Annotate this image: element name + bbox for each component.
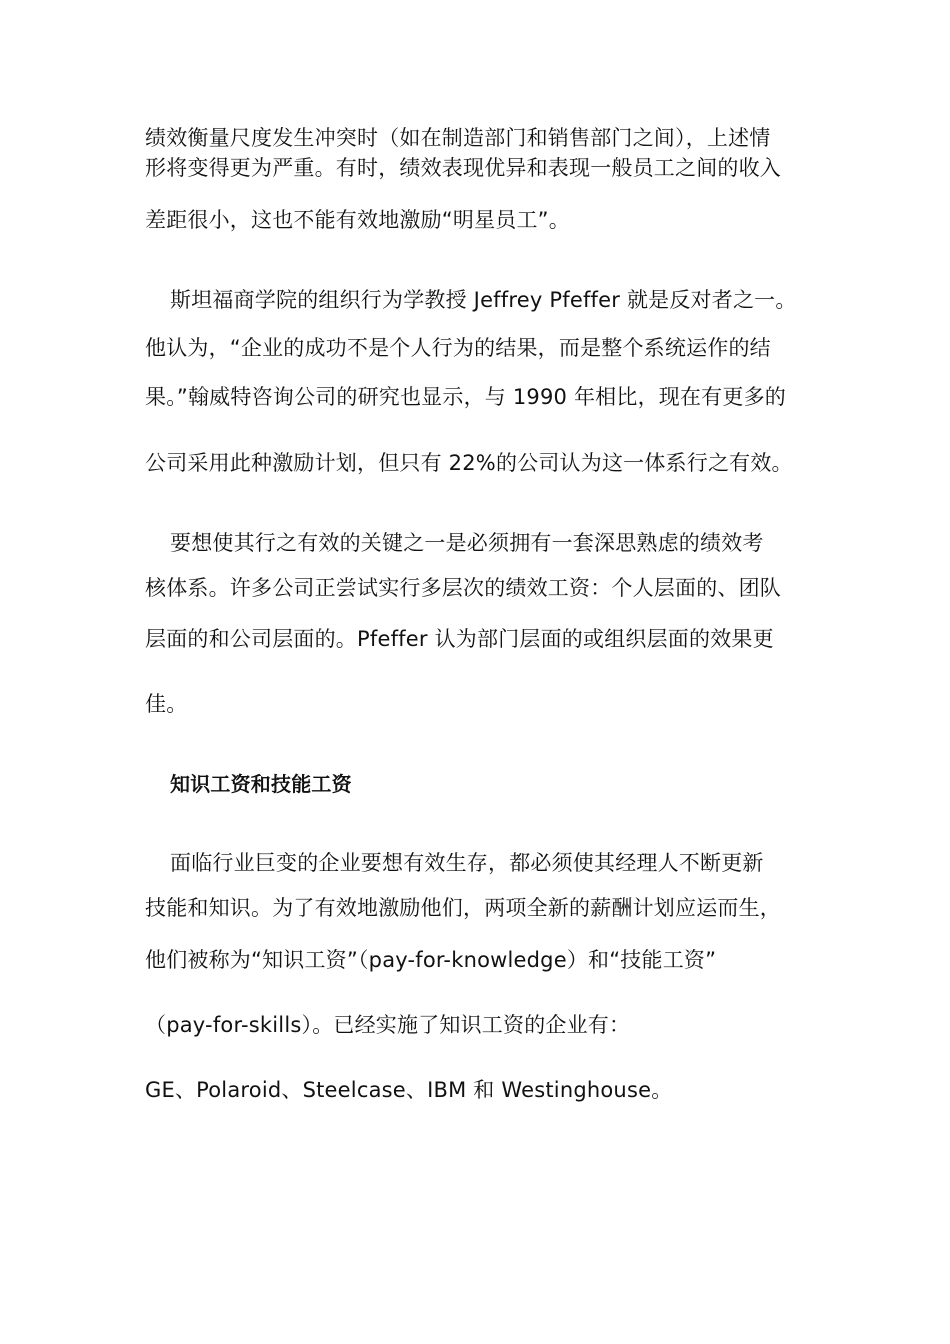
section-heading: 知识工资和技能工资 [170, 772, 352, 796]
paragraph-3-line-2: 核体系。许多公司正尝试实行多层次的绩效工资：个人层面的、团队 [145, 576, 781, 600]
paragraph-3-line-3: 层面的和公司层面的。Pfeffer 认为部门层面的或组织层面的效果更 [145, 627, 774, 651]
paragraph-4-line-2: 技能和知识。为了有效地激励他们，两项全新的薪酬计划应运而生， [145, 896, 781, 920]
paragraph-3-line-1: 要想使其行之有效的关键之一是必须拥有一套深思熟虑的绩效考 [170, 531, 764, 555]
paragraph-2-line-1: 斯坦福商学院的组织行为学教授 Jeffrey Pfeffer 就是反对者之一。 [170, 288, 797, 312]
paragraph-4-line-4: （pay-for-skills）。已经实施了知识工资的企业有： [145, 1013, 631, 1037]
paragraph-2-line-2: 他认为，“企业的成功不是个人行为的结果，而是整个系统运作的结 [145, 336, 771, 360]
paragraph-4-line-5: GE、Polaroid、Steelcase、IBM 和 Westinghouse。 [145, 1078, 673, 1102]
paragraph-2-line-4: 公司采用此种激励计划，但只有 22%的公司认为这一体系行之有效。 [145, 451, 793, 475]
paragraph-1-line-1: 绩效衡量尺度发生冲突时（如在制造部门和销售部门之间），上述情 [145, 126, 771, 150]
paragraph-1-line-2: 形将变得更为严重。有时，绩效表现优异和表现一般员工之间的收入 [145, 156, 781, 180]
paragraph-4-line-3: 他们被称为“知识工资”（pay-for-knowledge）和“技能工资” [145, 948, 717, 972]
paragraph-3-line-4: 佳。 [145, 692, 188, 716]
paragraph-2-line-3: 果。”翰威特咨询公司的研究也显示，与 1990 年相比，现在有更多的 [145, 385, 786, 409]
paragraph-1-line-3: 差距很小，这也不能有效地激励“明星员工”。 [145, 208, 570, 232]
paragraph-4-line-1: 面临行业巨变的企业要想有效生存，都必须使其经理人不断更新 [170, 851, 764, 875]
